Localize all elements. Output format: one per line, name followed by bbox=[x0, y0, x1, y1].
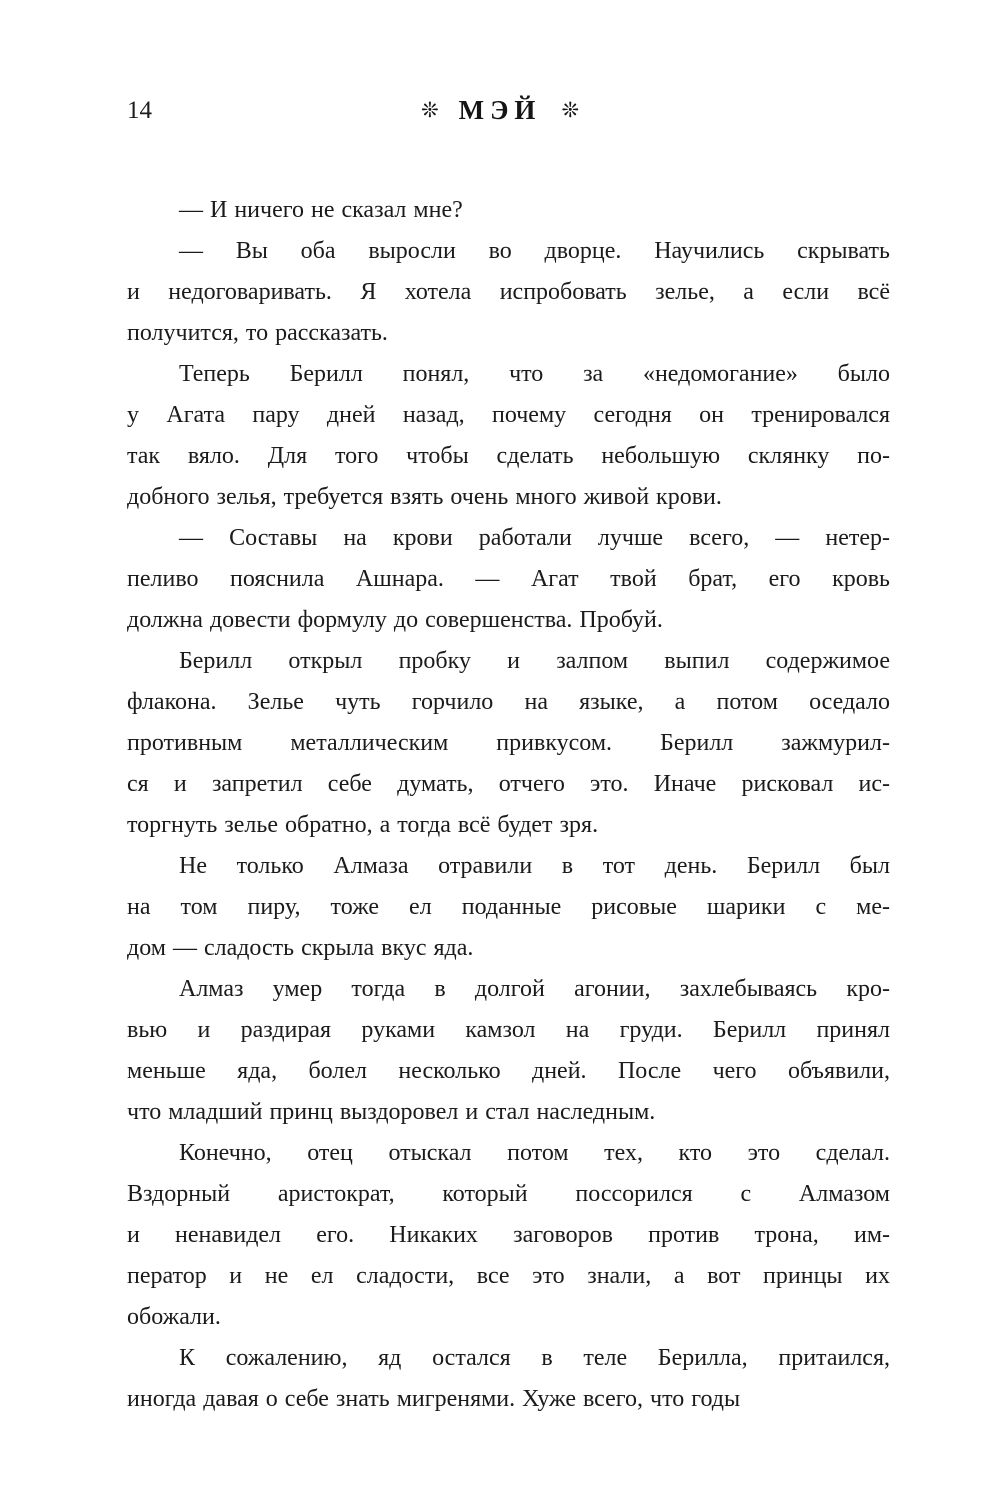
text-line: вью и раздирая руками камзол на груди. Берилл принял bbox=[127, 1017, 890, 1043]
text-line: Вздорный аристократ, который поссорился с Алмазом bbox=[127, 1181, 890, 1207]
text-line: — Вы оба выросли во дворце. Научились скрывать bbox=[179, 238, 890, 264]
page-body bbox=[127, 190, 890, 1420]
paragraph bbox=[127, 1133, 890, 1338]
text-line: должна довести формулу до совершенства. Пробуй. bbox=[127, 607, 663, 633]
text-line: торгнуть зелье обратно, а тогда всё будет зря. bbox=[127, 812, 599, 838]
paragraph bbox=[127, 190, 890, 231]
text-line: меньше яда, болел несколько дней. После чего объявили, bbox=[127, 1058, 890, 1084]
text-line: Не только Алмаза отравили в тот день. Берилл был bbox=[179, 853, 890, 879]
text-line: флакона. Зелье чуть горчило на языке, а потом оседало bbox=[127, 689, 890, 715]
text-line: ператор и не ел сладости, все это знали, а вот принцы их bbox=[127, 1263, 890, 1289]
text-line: и ненавидел его. Никаких заговоров против трона, им- bbox=[127, 1222, 890, 1248]
paragraph bbox=[127, 354, 890, 518]
text-line: получится, то рассказать. bbox=[127, 320, 388, 346]
text-line: обожали. bbox=[127, 1304, 221, 1330]
text-line: Конечно, отец отыскал потом тех, кто это сделал. bbox=[179, 1140, 890, 1166]
paragraph bbox=[127, 518, 890, 641]
text-line: Алмаз умер тогда в долгой агонии, захлебываясь кро- bbox=[179, 976, 890, 1002]
header-ornament-right-icon: ❊ bbox=[561, 98, 580, 122]
text-line: противным металлическим привкусом. Берилл зажмурил- bbox=[127, 730, 890, 756]
text-line: — Составы на крови работали лучше всего, — нетер- bbox=[179, 525, 890, 551]
paragraph bbox=[127, 846, 890, 969]
text-line: что младший принц выздоровел и стал наследным. bbox=[127, 1099, 656, 1125]
text-line: К сожалению, яд остался в теле Берилла, притаился, bbox=[179, 1345, 890, 1371]
page-number: 14 bbox=[127, 97, 152, 124]
running-title-text: МЭЙ bbox=[458, 95, 542, 125]
paragraph bbox=[127, 641, 890, 846]
header-ornament-left-icon: ❊ bbox=[420, 98, 439, 122]
text-line: добного зелья, требуется взять очень много живой крови. bbox=[127, 484, 722, 510]
text-line: иногда давая о себе знать мигренями. Хуже всего, что годы bbox=[127, 1386, 741, 1412]
text-line: так вяло. Для того чтобы сделать небольшую склянку по- bbox=[127, 443, 890, 469]
text-line: у Агата пару дней назад, почему сегодня он тренировался bbox=[127, 402, 890, 428]
text-line: дом — сладость скрыла вкус яда. bbox=[127, 935, 474, 961]
paragraph bbox=[127, 969, 890, 1133]
text-line: Теперь Берилл понял, что за «недомогание» было bbox=[179, 361, 890, 387]
text-line: пеливо пояснила Ашнара. — Агат твой брат, его кровь bbox=[127, 566, 890, 592]
running-header bbox=[0, 94, 1000, 128]
paragraph bbox=[127, 231, 890, 354]
text-line: Берилл открыл пробку и залпом выпил содержимое bbox=[179, 648, 890, 674]
text-line: и недоговаривать. Я хотела испробовать зелье, а если всё bbox=[127, 279, 890, 305]
text-line: — И ничего не сказал мне? bbox=[179, 197, 463, 223]
text-line: ся и запретил себе думать, отчего это. Иначе рисковал ис- bbox=[127, 771, 890, 797]
paragraph bbox=[127, 1338, 890, 1420]
text-line: на том пиру, тоже ел поданные рисовые шарики с ме- bbox=[127, 894, 890, 920]
